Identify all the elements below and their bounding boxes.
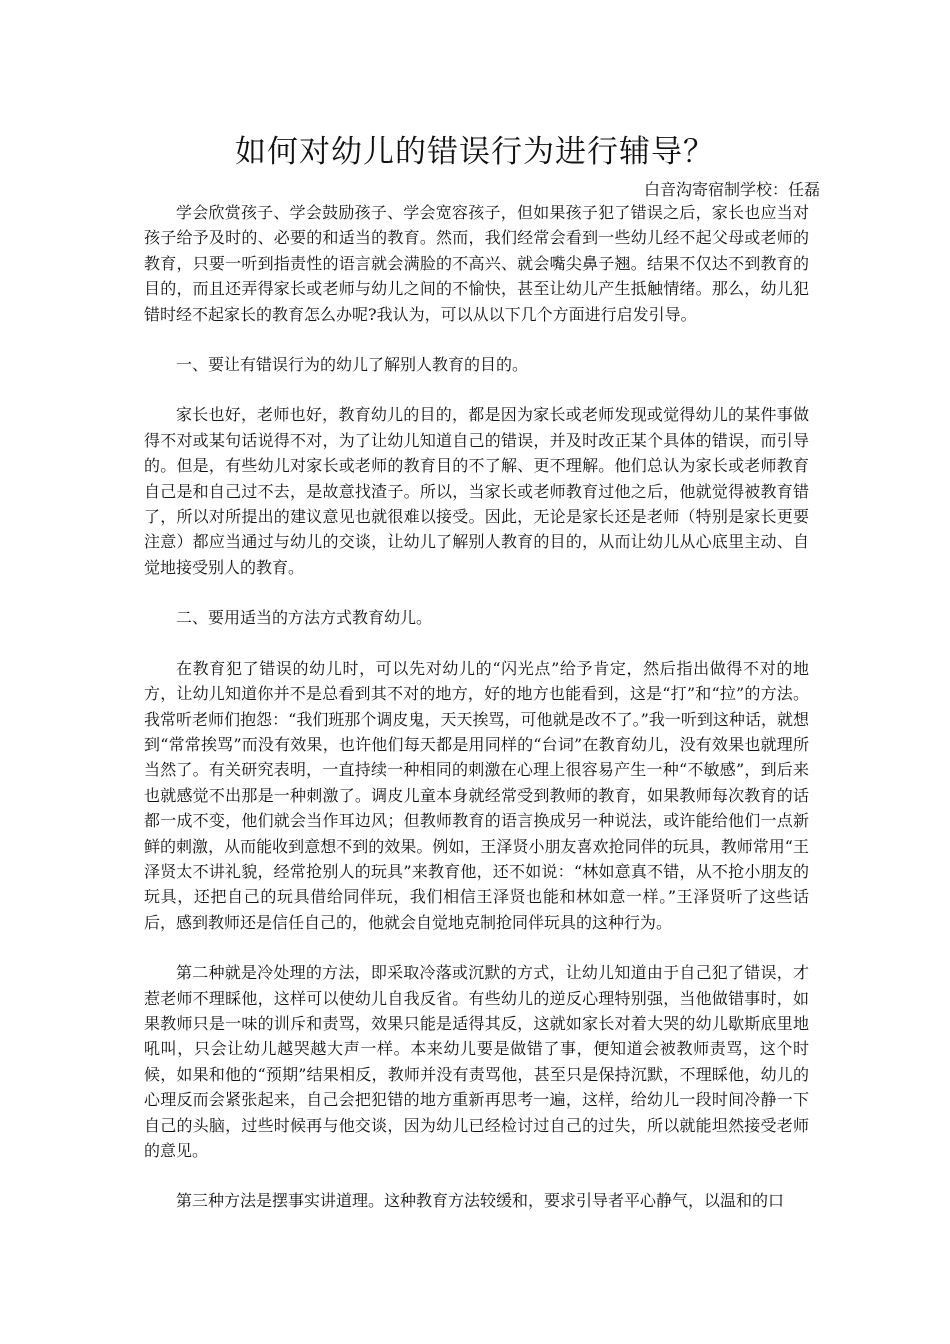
paragraph-section-1: 家长也好，老师也好，教育幼儿的目的，都是因为家长或老师发现或觉得幼儿的某件事做得不对或某句话说得不对，为了让幼儿知道自己的错误，并及时改正某个具体的错误，而引导的。但是，有些幼儿对家长或老师的教育目的不了解、更不理解。他们总认为家长或老师教育自己是和自己过不去，是故意找渣子。所以，当家长或老师教育过他之后，他就觉得被教育错了，所以对所提出的建议意见也就很难以接受。因此，无论是家长还是老师（特别是家长更要注意）都应当通过与幼儿的交谈，让幼儿了解别人教育的目的，从而让幼儿从心底里主动、自觉地接受别人的教育。 <box>144 405 809 577</box>
section-heading-1: 一、要让有错误行为的幼儿了解别人教育的目的。 <box>176 355 529 375</box>
paragraph-spacer <box>144 580 809 605</box>
paragraph-spacer <box>144 327 809 352</box>
document-body <box>144 200 809 1214</box>
document-title: 如何对幼儿的错误行为进行辅导？ <box>235 134 715 170</box>
paragraph-spacer <box>144 935 809 960</box>
paragraph-spacer <box>144 377 809 402</box>
paragraph-method-1: 在教育犯了错误的幼儿时，可以先对幼儿的“闪光点”给予肯定，然后指出做得不对的地方，让幼儿知道你并不是总看到其不对的地方，好的地方也能看到，这是“打”和“拉”的方法。我常听老师们抱怨：“我们班那个调皮鬼，天天挨骂，可他就是改不了。”我一听到这种话，就想到“常常挨骂”而没有效果，也许他们每天都是用同样的“台词”在教育幼儿，没有效果也就理所当然了。有关研究表明，一直持续一种相同的刺激在心理上很容易产生一种“不敏感”，到后来也就感觉不出那是一种刺激了。调皮儿童本身就经常受到教师的教育，如果教师每次教育的话都一成不变，他们就会当作耳边风；但教师教育的语言换成另一种说法，或许能给他们一点新鲜的刺激，从而能收到意想不到的效果。例如，王泽贤小朋友喜欢抢同伴的玩具，教师常用“王泽贤太不讲礼貌，经常抢别人的玩具”来教育他，还不如说：“林如意真不错，从不抢小朋友的玩具，还把自己的玩具借给同伴玩，我们相信王泽贤也能和林如意一样。”王泽贤听了这些话后，感到教师还是信任自己的，他就会自觉地克制抢同伴玩具的这种行为。 <box>144 658 809 932</box>
author-line: 白音沟寄宿制学校：任磊 <box>643 180 820 199</box>
paragraph-intro: 学会欣赏孩子、学会鼓励孩子、学会宽容孩子，但如果孩子犯了错误之后，家长也应当对孩子给予及时的、必要的和适当的教育。然而，我们经常会看到一些幼儿经不起父母或老师的教育，只要一听到指责性的语言就会满脸的不高兴、就会嘴尖鼻子翘。结果不仅达不到教育的目的，而且还弄得家长或老师与幼儿之间的不愉快，甚至让幼儿产生抵触情绪。那么，幼儿犯错时经不起家长的教育怎么办呢?我认为，可以从以下几个方面进行启发引导。 <box>144 203 809 324</box>
paragraph-method-2: 第二种就是冷处理的方法，即采取冷落或沉默的方式，让幼儿知道由于自己犯了错误，才惹老师不理睬他，这样可以使幼儿自我反省。有些幼儿的逆反心理特别强，当他做错事时，如果教师只是一味的训斥和责骂，效果只能是适得其反，这就如家长对着大哭的幼儿歇斯底里地吼叫，只会让幼儿越哭越大声一样。本来幼儿要是做错了事，便知道会被教师责骂，这个时候，如果和他的“预期”结果相反，教师并没有责骂他，甚至只是保持沉默，不理睬他，幼儿的心理反而会紧张起来，自己会把犯错的地方重新再思考一遍，这样，给幼儿一段时间冷静一下自己的头脑，过些时候再与他交谈，因为幼儿已经检讨过自己的过失，所以就能坦然接受老师的意见。 <box>144 963 809 1160</box>
section-heading-2: 二、要用适当的方法方式教育幼儿。 <box>176 608 433 628</box>
paragraph-method-3: 第三种方法是摆事实讲道理。这种教育方法较缓和，要求引导者平心静气，以温和的口 <box>176 1191 785 1211</box>
paragraph-spacer <box>144 631 809 656</box>
paragraph-spacer <box>144 1163 809 1188</box>
